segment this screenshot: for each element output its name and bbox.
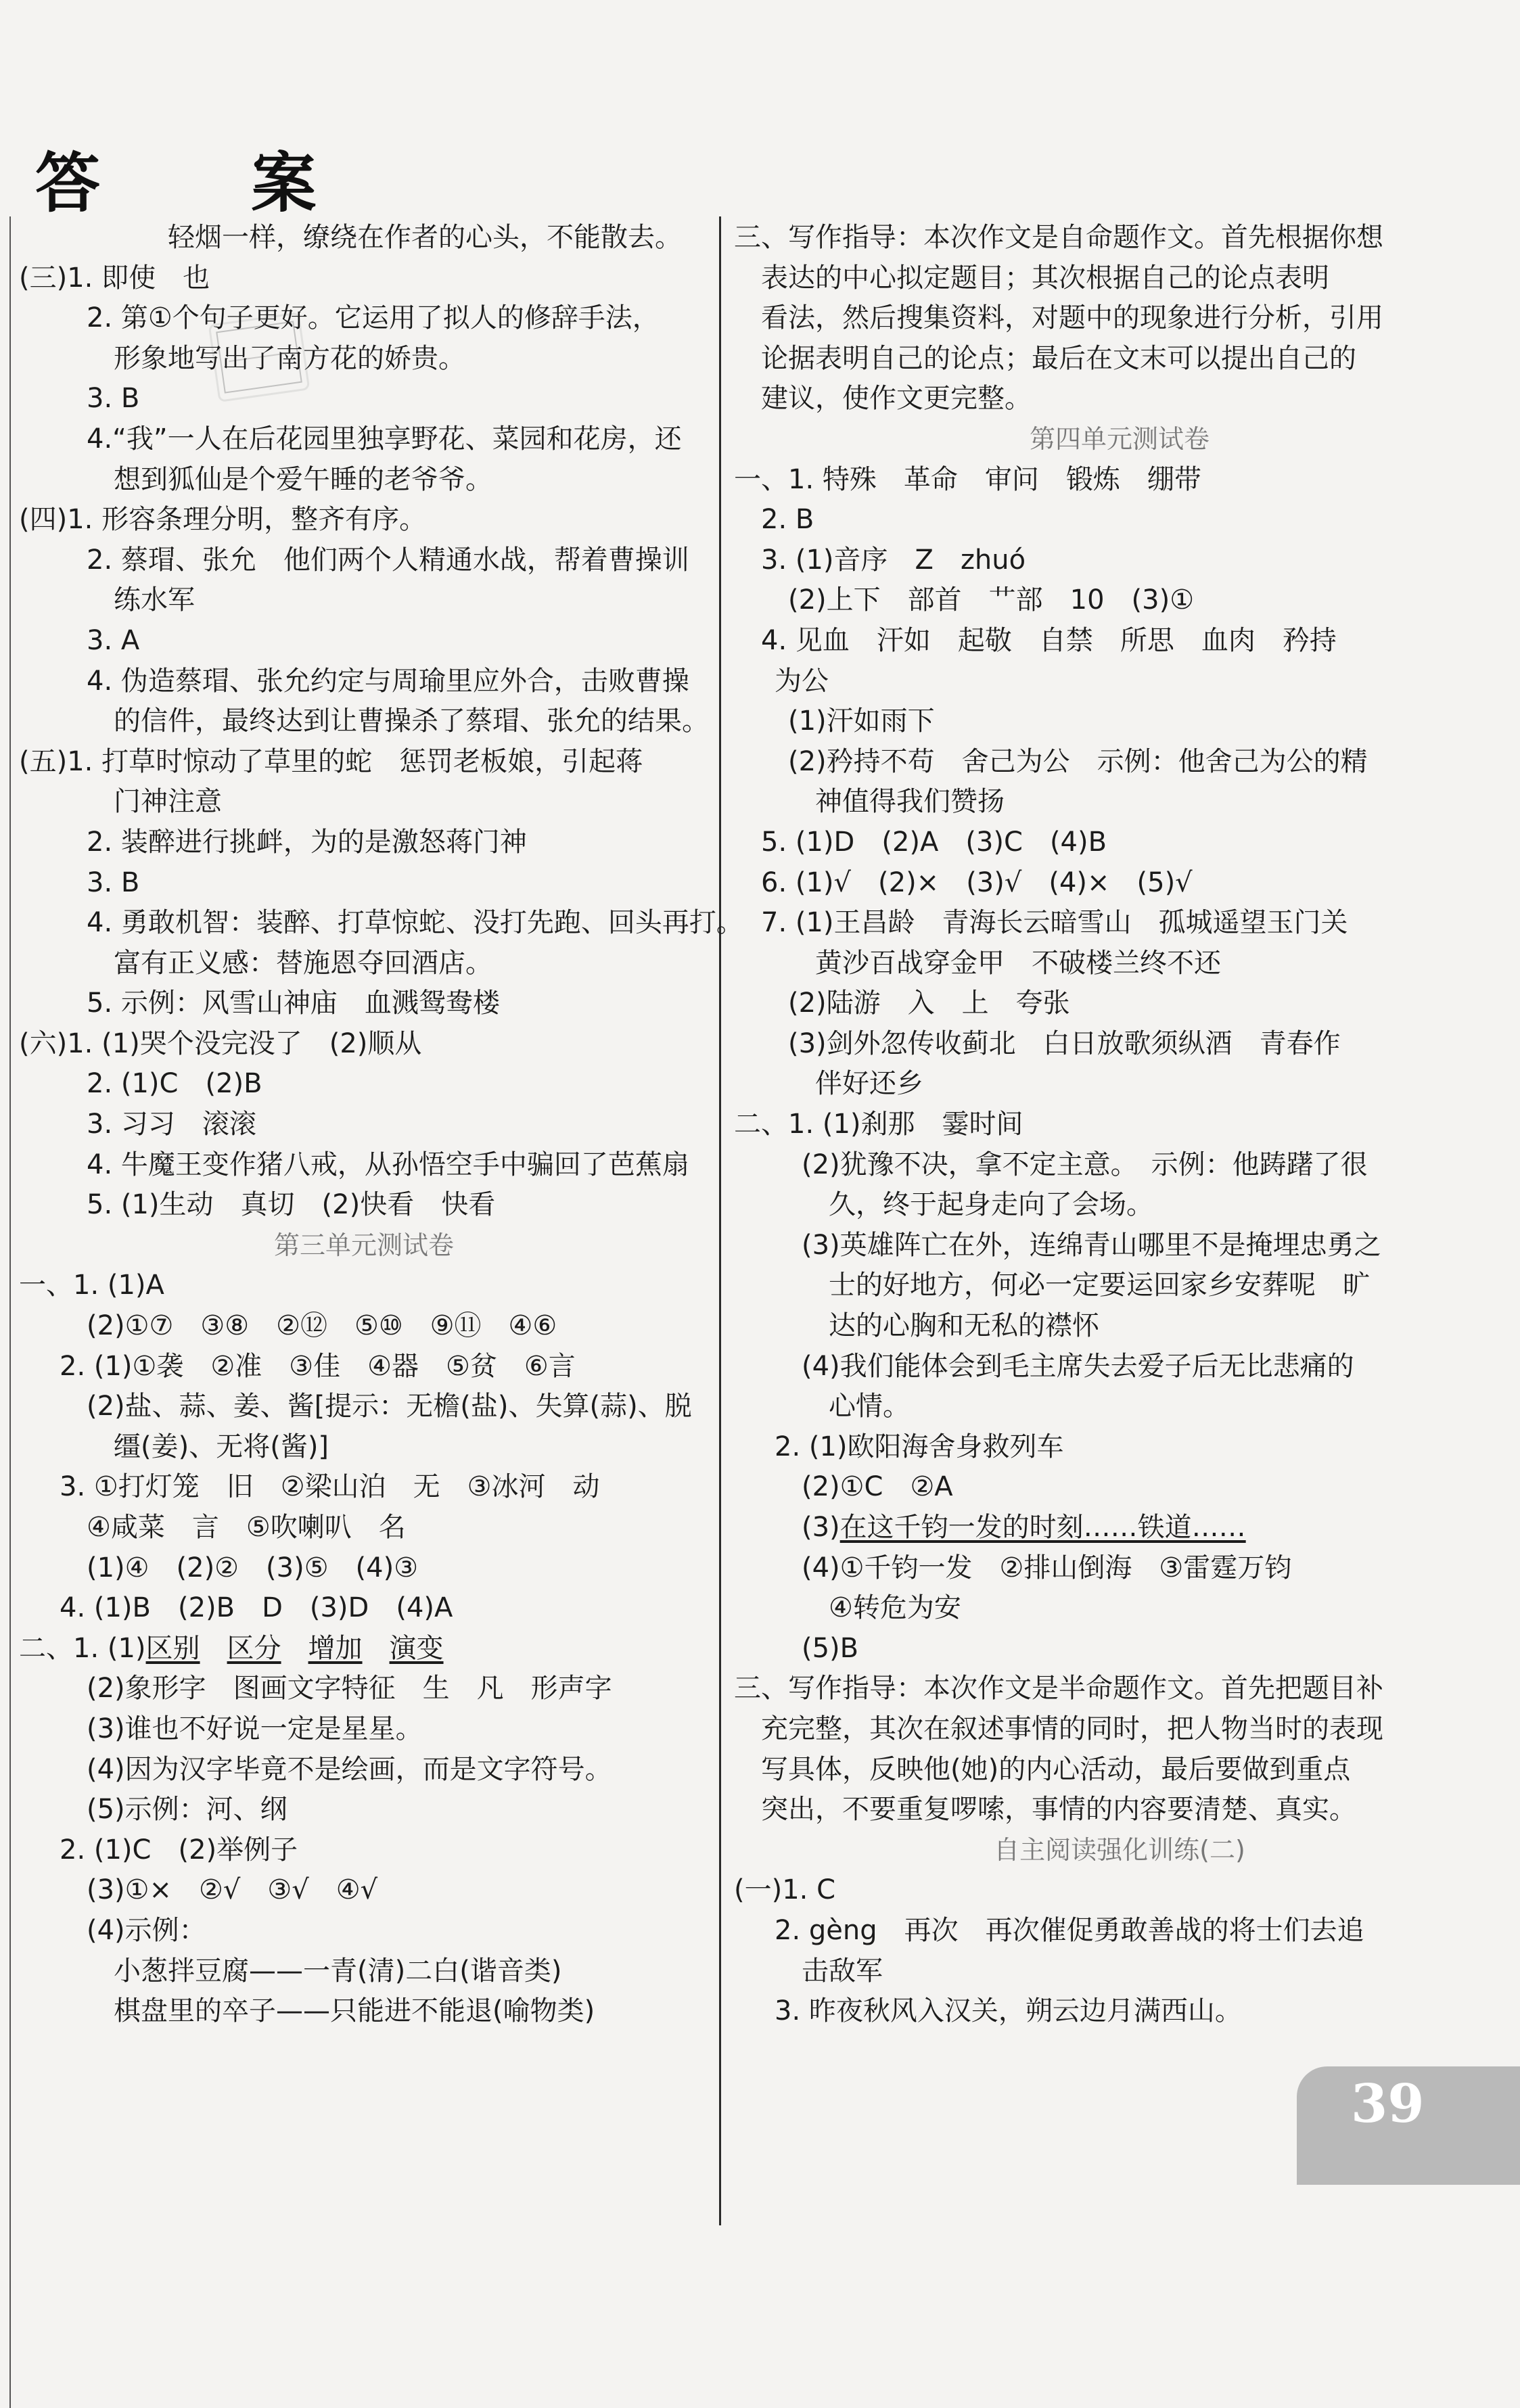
answer-line: 写具体，反映他(她)的内心活动，最后要做到重点 (761, 1753, 1351, 1785)
answer-line: (2)陆游 入 上 夸张 (788, 988, 1070, 1019)
answer-line: 神值得我们赞扬 (815, 786, 1005, 818)
answer-line: 练水军 (114, 584, 195, 616)
answer-line: 缰(姜)、无将(酱)] (114, 1431, 329, 1462)
answer-line: 小葱拌豆腐——一青(清)二白(谐音类) (114, 1955, 562, 1987)
answer-line: 5. (1)D (2)A (3)C (4)B (761, 826, 1107, 858)
answer-line: 2. 装醉进行挑衅，为的是激怒蒋门神 (87, 826, 527, 858)
answer-line: (4)因为汉字毕竟不是绘画，而是文字符号。 (87, 1753, 612, 1785)
answer-line: 2. 蔡瑁、张允 他们两个人精通水战，帮着曹操训 (87, 544, 689, 576)
answer-line: (3)剑外忽传收蓟北 白日放歌须纵酒 青春作 (788, 1027, 1341, 1059)
underlined-answer: 区别 (145, 1632, 200, 1664)
answer-line: 形象地写出了南方花的娇贵。 (114, 342, 465, 374)
answer-line: 4. 见血 汗如 起敬 自禁 所思 血肉 矜持 (761, 624, 1337, 656)
answer-line: 2. 第①个句子更好。它运用了拟人的修辞手法， (87, 302, 660, 334)
answer-line: 久，终于起身走向了会场。 (829, 1189, 1153, 1221)
answer-line: (4)我们能体会到毛主席失去爱子后无比悲痛的 (802, 1350, 1354, 1382)
answer-line: 心情。 (829, 1391, 910, 1422)
answer-line: 三、写作指导：本次作文是半命题作文。首先把题目补 (734, 1673, 1383, 1705)
answer-text: 二、1. (1) (19, 1632, 146, 1664)
answer-line: 3. ①打灯笼 旧 ②梁山泊 无 ③冰河 动 (60, 1471, 600, 1503)
answer-line: 充完整，其次在叙述事情的同时，把人物当时的表现 (761, 1713, 1383, 1744)
answer-line: 5. 示例：风雪山神庙 血溅鸳鸯楼 (87, 988, 500, 1019)
answer-line: 二、1. (1)刹那 霎时间 (734, 1109, 1023, 1140)
answer-line: (2)①C ②A (802, 1471, 953, 1503)
answer-line: 轻烟一样，缭绕在作者的心头，不能散去。 (168, 222, 682, 253)
answer-line: 士的好地方，何必一定要运回家乡安葬呢 旷 (829, 1270, 1370, 1301)
answer-column-left (19, 218, 743, 2032)
answer-line: (3)英雄阵亡在外，连绵青山哪里不是掩埋忠勇之 (802, 1229, 1381, 1261)
answer-text (200, 1629, 227, 1669)
underlined-answer: 演变 (389, 1632, 444, 1664)
answer-line: 4. (1)B (2)B D (3)D (4)A (60, 1592, 453, 1624)
answer-column-right (734, 218, 1505, 2032)
answer-line: 一、1. (1)A (19, 1270, 164, 1301)
answer-line: 想到狐仙是个爱午睡的老爷爷。 (114, 463, 492, 495)
answer-line: (1)汗如雨下 (788, 705, 935, 737)
section-heading: 自主阅读强化训练(二) (994, 1834, 1245, 1865)
answer-line: 5. (1)生动 真切 (2)快看 快看 (87, 1189, 496, 1221)
answer-line: 三、写作指导：本次作文是自命题作文。首先根据你想 (734, 222, 1383, 253)
answer-line: 2. B (761, 504, 814, 536)
answer-line: ④咸菜 言 ⑤吹喇叭 名 (87, 1512, 406, 1543)
answer-line: 2. (1)C (2)举例子 (60, 1834, 298, 1866)
answer-line: 3. A (87, 624, 140, 656)
answer-line: 3. B (87, 383, 140, 415)
answer-line: (2)盐、蒜、姜、酱[提示：无檐(盐)、失算(蒜)、脱 (87, 1391, 692, 1422)
answer-line: (4)①千钧一发 ②排山倒海 ③雷霆万钧 (802, 1552, 1292, 1583)
underlined-answer: 区分 (227, 1632, 281, 1664)
answer-line: 棋盘里的卒子——只能进不能退(喻物类) (114, 1995, 595, 2027)
answer-line: 的信件，最终达到让曹操杀了蔡瑁、张允的结果。 (114, 705, 709, 737)
page-number-tab (1297, 2066, 1520, 2185)
answer-line (19, 1629, 709, 1669)
answer-line: 2. (1)C (2)B (87, 1068, 262, 1100)
answer-line: 伴好还乡 (815, 1068, 923, 1100)
page-number: 39 (1351, 2073, 1425, 2135)
answer-line: 3. 昨夜秋风入汉关，朔云边月满西山。 (775, 1995, 1242, 2027)
left-margin-rule (9, 216, 11, 2408)
answer-line: ④转危为安 (829, 1592, 961, 1624)
answer-line: 一、1. 特殊 革命 审问 锻炼 绷带 (734, 463, 1201, 495)
answer-line: 4. 牛魔王变作猪八戒，从孙悟空手中骗回了芭蕉扇 (87, 1149, 689, 1180)
answer-line: 门神注意 (114, 786, 222, 818)
answer-line: (5)示例：河、纲 (87, 1794, 287, 1826)
answer-line: 论据表明自己的论点；最后在文末可以提出自己的 (761, 342, 1356, 374)
answer-line: 富有正义感：替施恩夺回酒店。 (114, 947, 492, 979)
answer-line: 2. (1)①袭 ②准 ③佳 ④器 ⑤贫 ⑥言 (60, 1350, 576, 1382)
answer-line: (1)④ (2)② (3)⑤ (4)③ (87, 1552, 419, 1583)
answer-line: 突出，不要重复啰嗦，事情的内容要清楚、真实。 (761, 1794, 1356, 1826)
underlined-answer: 增加 (308, 1632, 363, 1664)
answer-text (281, 1629, 308, 1669)
answer-line: (三)1. 即使 也 (19, 262, 210, 294)
page-title: 答 案 (35, 145, 381, 221)
answer-line: 击敌军 (802, 1955, 883, 1987)
answer-line: 黄沙百战穿金甲 不破楼兰终不还 (815, 947, 1221, 979)
answer-line: (3)①× ②√ ③√ ④√ (87, 1874, 378, 1906)
answer-text: (3) (802, 1512, 840, 1543)
answer-line: 7. (1)王昌龄 青海长云暗雪山 孤城遥望玉门关 (761, 907, 1348, 939)
answer-line: (2)上下 部首 艹部 10 (3)① (788, 584, 1195, 616)
answer-line: 4. 伪造蔡瑁、张允约定与周瑜里应外合，击败曹操 (87, 665, 689, 697)
answer-line: 为公 (775, 665, 829, 697)
answer-line: (五)1. 打草时惊动了草里的蛇 惩罚老板娘，引起蒋 (19, 745, 643, 777)
answer-line (734, 1508, 1505, 1548)
answer-line: (一)1. C (734, 1874, 836, 1906)
answer-line: (2)①⑦ ③⑧ ②⑫ ⑤⑩ ⑨⑪ ④⑥ (87, 1310, 557, 1342)
underlined-answer: 在这千钧一发的时刻……铁道…… (839, 1512, 1246, 1543)
answer-line: 4. 勇敢机智：装醉、打草惊蛇、没打先跑、回头再打。 (87, 907, 743, 939)
answer-line: (四)1. 形容条理分明，整齐有序。 (19, 504, 427, 536)
answer-text (363, 1629, 390, 1669)
answer-line: 3. B (87, 866, 140, 898)
column-divider (719, 216, 721, 2225)
answer-line: (3)谁也不好说一定是星星。 (87, 1713, 423, 1744)
answer-line: 3. (1)音序 Z zhuó (761, 544, 1026, 576)
answer-line: 看法，然后搜集资料，对题中的现象进行分析，引用 (761, 302, 1383, 334)
answer-line: 达的心胸和无私的襟怀 (829, 1310, 1099, 1342)
answer-line: 6. (1)√ (2)× (3)√ (4)× (5)√ (761, 866, 1193, 898)
answer-line: (六)1. (1)哭个没完没了 (2)顺从 (19, 1027, 422, 1059)
answer-line: 2. gèng 再次 再次催促勇敢善战的将士们去追 (775, 1914, 1364, 1946)
answer-line: (2)矜持不苟 舍己为公 示例：他舍己为公的精 (788, 745, 1368, 777)
answer-line: (2)犹豫不决，拿不定主意。 示例：他踌躇了很 (802, 1149, 1368, 1180)
answer-line: 4.“我”一人在后花园里独享野花、菜园和花房，还 (87, 423, 682, 455)
answer-line: (2)象形字 图画文字特征 生 凡 形声字 (87, 1673, 612, 1705)
section-heading: 第三单元测试卷 (273, 1230, 454, 1260)
answer-line: 建议，使作文更完整。 (761, 383, 1032, 415)
answer-line: (4)示例： (87, 1914, 206, 1946)
answer-line: 2. (1)欧阳海舍身救列车 (775, 1431, 1064, 1462)
answer-line: 3. 习习 滚滚 (87, 1109, 256, 1140)
section-heading: 第四单元测试卷 (1029, 423, 1210, 454)
answer-line: (5)B (802, 1632, 859, 1664)
answer-line: 表达的中心拟定题目；其次根据自己的论点表明 (761, 262, 1329, 294)
